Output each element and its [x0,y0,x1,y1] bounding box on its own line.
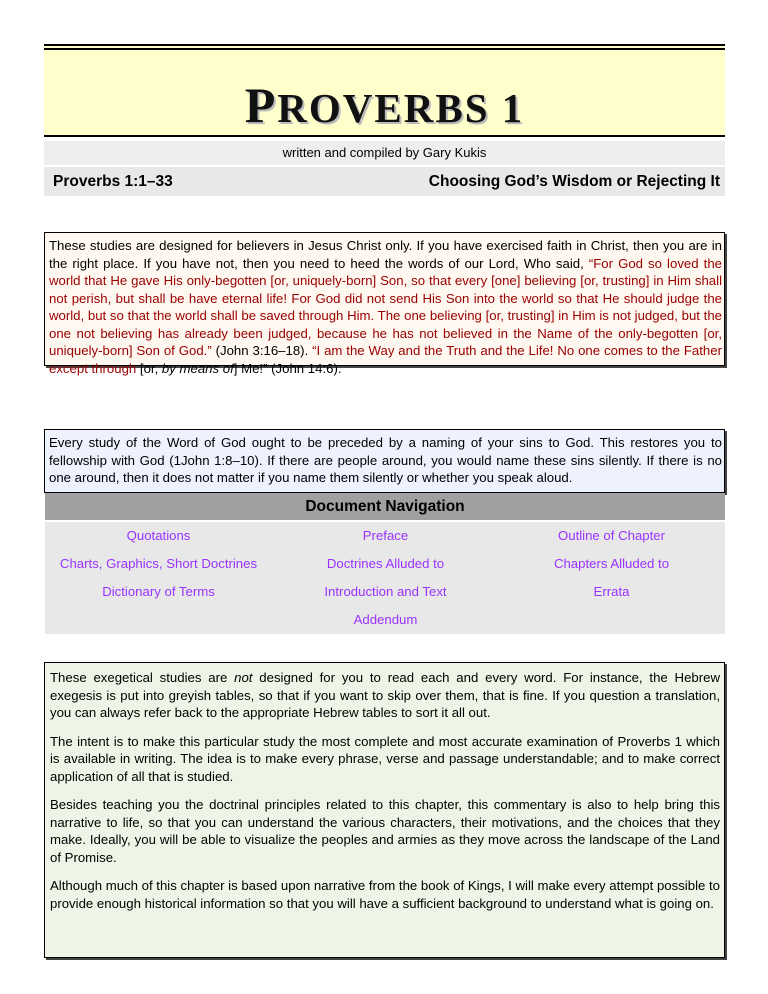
john-3-quote: “For God so loved the world that He gave His only-begotten [or, uniquely-born] Son, so that every [one] believing [or, trusting] in Him shall not perish, but shall be have eternal life! For God did not send His Son into the world so that He should judge the world, but so that the world shall be saved through Him. The one believing [or, trusting] in Him is not judged, but the one not believing has already been judged, because he has not believed in the Name of the only-begotten [or, uniquely-born] Son of God.” [49,255,722,358]
nav-link-outline[interactable]: Outline of Chapter [557,528,666,543]
confession-box: Every study of the Word of God ought to be preceded by a naming of your sins to God. This restores you to fellowship with God (1John 1:8–10). If there are people around, you would name these sins silently. If there is no one around, then it does not matter if you name them silently or whether you speak aloud. [44,429,725,493]
nav-row [45,578,725,606]
nav-link-preface[interactable]: Preface [362,528,409,543]
nav-link-errata[interactable]: Errata [593,584,630,599]
author-byline: written and compiled by Gary Kukis [44,141,725,165]
nav-link-dictionary[interactable]: Dictionary of Terms [102,584,215,599]
nav-link-introduction[interactable]: Introduction and Text [324,584,447,599]
notes-paragraph: Although much of this chapter is based upon narrative from the book of Kings, I will make every attempt possible to provide enough historical information so that you will have a sufficient background to understand what is going on. [50,878,720,911]
nav-link-quotations[interactable]: Quotations [126,528,191,543]
nav-link-chapters[interactable]: Chapters Alluded to [553,556,670,571]
study-notes-box [44,662,725,958]
notes-paragraph: These exegetical studies are not designed for you to read each and every word. For instance, the Hebrew exegesis is put into greyish tables, so that if you want to skip over them, that is fine. If you question a translation, you can always refer back to the appropriate Hebrew tables to sort it all out. [50,670,720,720]
notes-paragraph: Besides teaching you the doctrinal principles related to this chapter, this commentary is also to help bring this narrative to life, so that you can understand the various characters, their motivations, and the choices that they make. Ideally, you will be able to visualize the peoples and armies as they move across the landscape of the Land of Promise. [50,797,720,865]
passage-reference: Proverbs 1:1–33 [53,173,173,190]
notes-paragraph: The intent is to make this particular study the most complete and most accurate examination of Proverbs 1 which is available in writing. The idea is to make every phrase, verse and passage understandable; and to make correct application of all that is studied. [50,733,720,784]
nav-link-addendum[interactable]: Addendum [353,612,418,627]
navigation-heading: Document Navigation [45,493,725,520]
nav-link-charts[interactable]: Charts, Graphics, Short Doctrines [59,556,258,571]
john-14-quote: “I am the Way and the Truth and the Life! No one comes to the Father except through [49,343,722,376]
believers-intro-box: These studies are designed for believers in Jesus Christ only. If you have exercised faith in Christ, then you are in the right place. If you have not, then you need to heed the words of our Lord, Who said, “For God so loved the world that He gave His only-begotten [or, uniquely-born] Son, so that every [one] believing [or, trusting] in Him shall not perish, but shall be have eternal life! For God did not send His Son into the world so that He should judge the world, but so that the world shall be saved through Him. The one believing [or, trusting] in Him is not judged, but the one not believing has already been judged, because he has not believed in the Name of the only-begotten [or, uniquely-born] Son of God.” (John 3:16–18). “I am the Way and the Truth and the Life! No one comes to the Father except through [or, by means of] Me!” (John 14:6). [44,232,725,366]
nav-row [45,522,725,550]
nav-row [45,606,725,634]
nav-row [45,550,725,578]
chapter-subtitle: Choosing God’s Wisdom or Rejecting It [428,173,720,190]
page-title: PROVERBS 1 [244,77,525,133]
passage-header [44,167,725,196]
title-banner [44,44,725,137]
nav-link-doctrines[interactable]: Doctrines Alluded to [326,556,445,571]
